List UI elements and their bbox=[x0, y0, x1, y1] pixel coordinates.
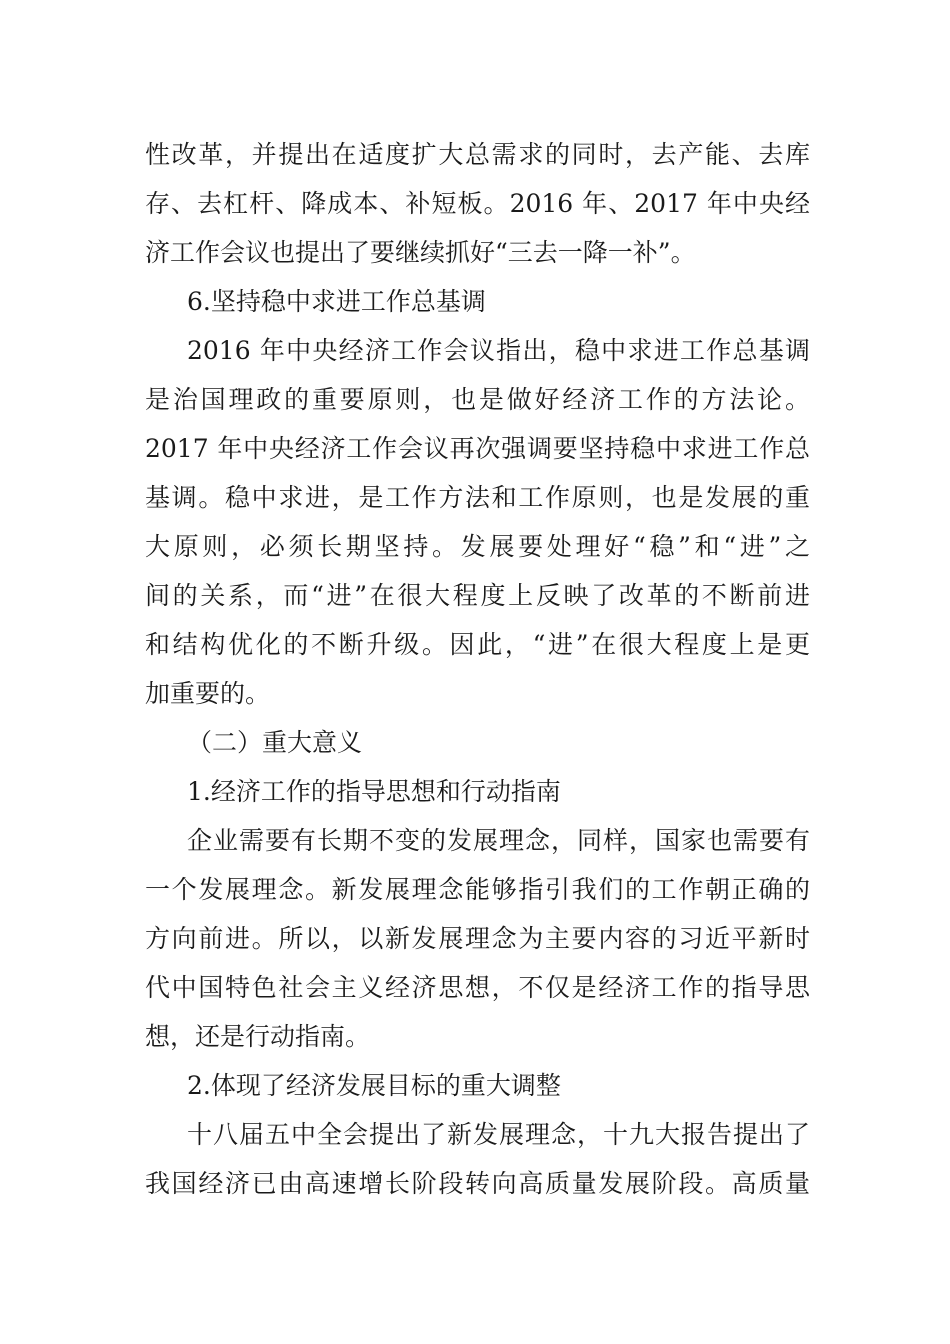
text-line: 大原则，必须长期坚持。发展要处理好“稳”和“进”之 bbox=[145, 532, 810, 561]
text-line: 方向前进。所以，以新发展理念为主要内容的习近平新时 bbox=[145, 924, 810, 953]
section-heading: （二）重大意义 bbox=[187, 728, 363, 757]
section-heading: 2.体现了经济发展目标的重大调整 bbox=[187, 1071, 561, 1100]
text-line: 存、去杠杆、降成本、补短板。2016 年、2017 年中央经 bbox=[145, 189, 810, 218]
body-text bbox=[145, 130, 810, 1208]
text-line: 性改革，并提出在适度扩大总需求的同时，去产能、去库 bbox=[145, 140, 810, 169]
text-line: 是治国理政的重要原则，也是做好经济工作的方法论。 bbox=[145, 385, 810, 414]
text-line: 基调。稳中求进，是工作方法和工作原则，也是发展的重 bbox=[145, 483, 810, 512]
text-line: 2016 年中央经济工作会议指出，稳中求进工作总基调 bbox=[187, 336, 810, 365]
text-line: 一个发展理念。新发展理念能够指引我们的工作朝正确的 bbox=[145, 875, 810, 904]
section-heading: 6.坚持稳中求进工作总基调 bbox=[187, 287, 486, 316]
section-heading: 1.经济工作的指导思想和行动指南 bbox=[187, 777, 561, 806]
text-line: 济工作会议也提出了要继续抓好“三去一降一补”。 bbox=[145, 238, 696, 267]
text-line: 我国经济已由高速增长阶段转向高质量发展阶段。高质量 bbox=[145, 1169, 810, 1198]
text-line: 代中国特色社会主义经济思想，不仅是经济工作的指导思 bbox=[145, 973, 810, 1002]
text-line: 十八届五中全会提出了新发展理念，十九大报告提出了 bbox=[187, 1120, 810, 1149]
text-line: 企业需要有长期不变的发展理念，同样，国家也需要有 bbox=[187, 826, 810, 855]
text-line: 2017 年中央经济工作会议再次强调要坚持稳中求进工作总 bbox=[145, 434, 810, 463]
text-line: 想，还是行动指南。 bbox=[145, 1022, 371, 1051]
text-line: 加重要的。 bbox=[145, 679, 271, 708]
text-line: 间的关系，而“进”在很大程度上反映了改革的不断前进 bbox=[145, 581, 810, 610]
text-line: 和结构优化的不断升级。因此，“进”在很大程度上是更 bbox=[145, 630, 810, 659]
